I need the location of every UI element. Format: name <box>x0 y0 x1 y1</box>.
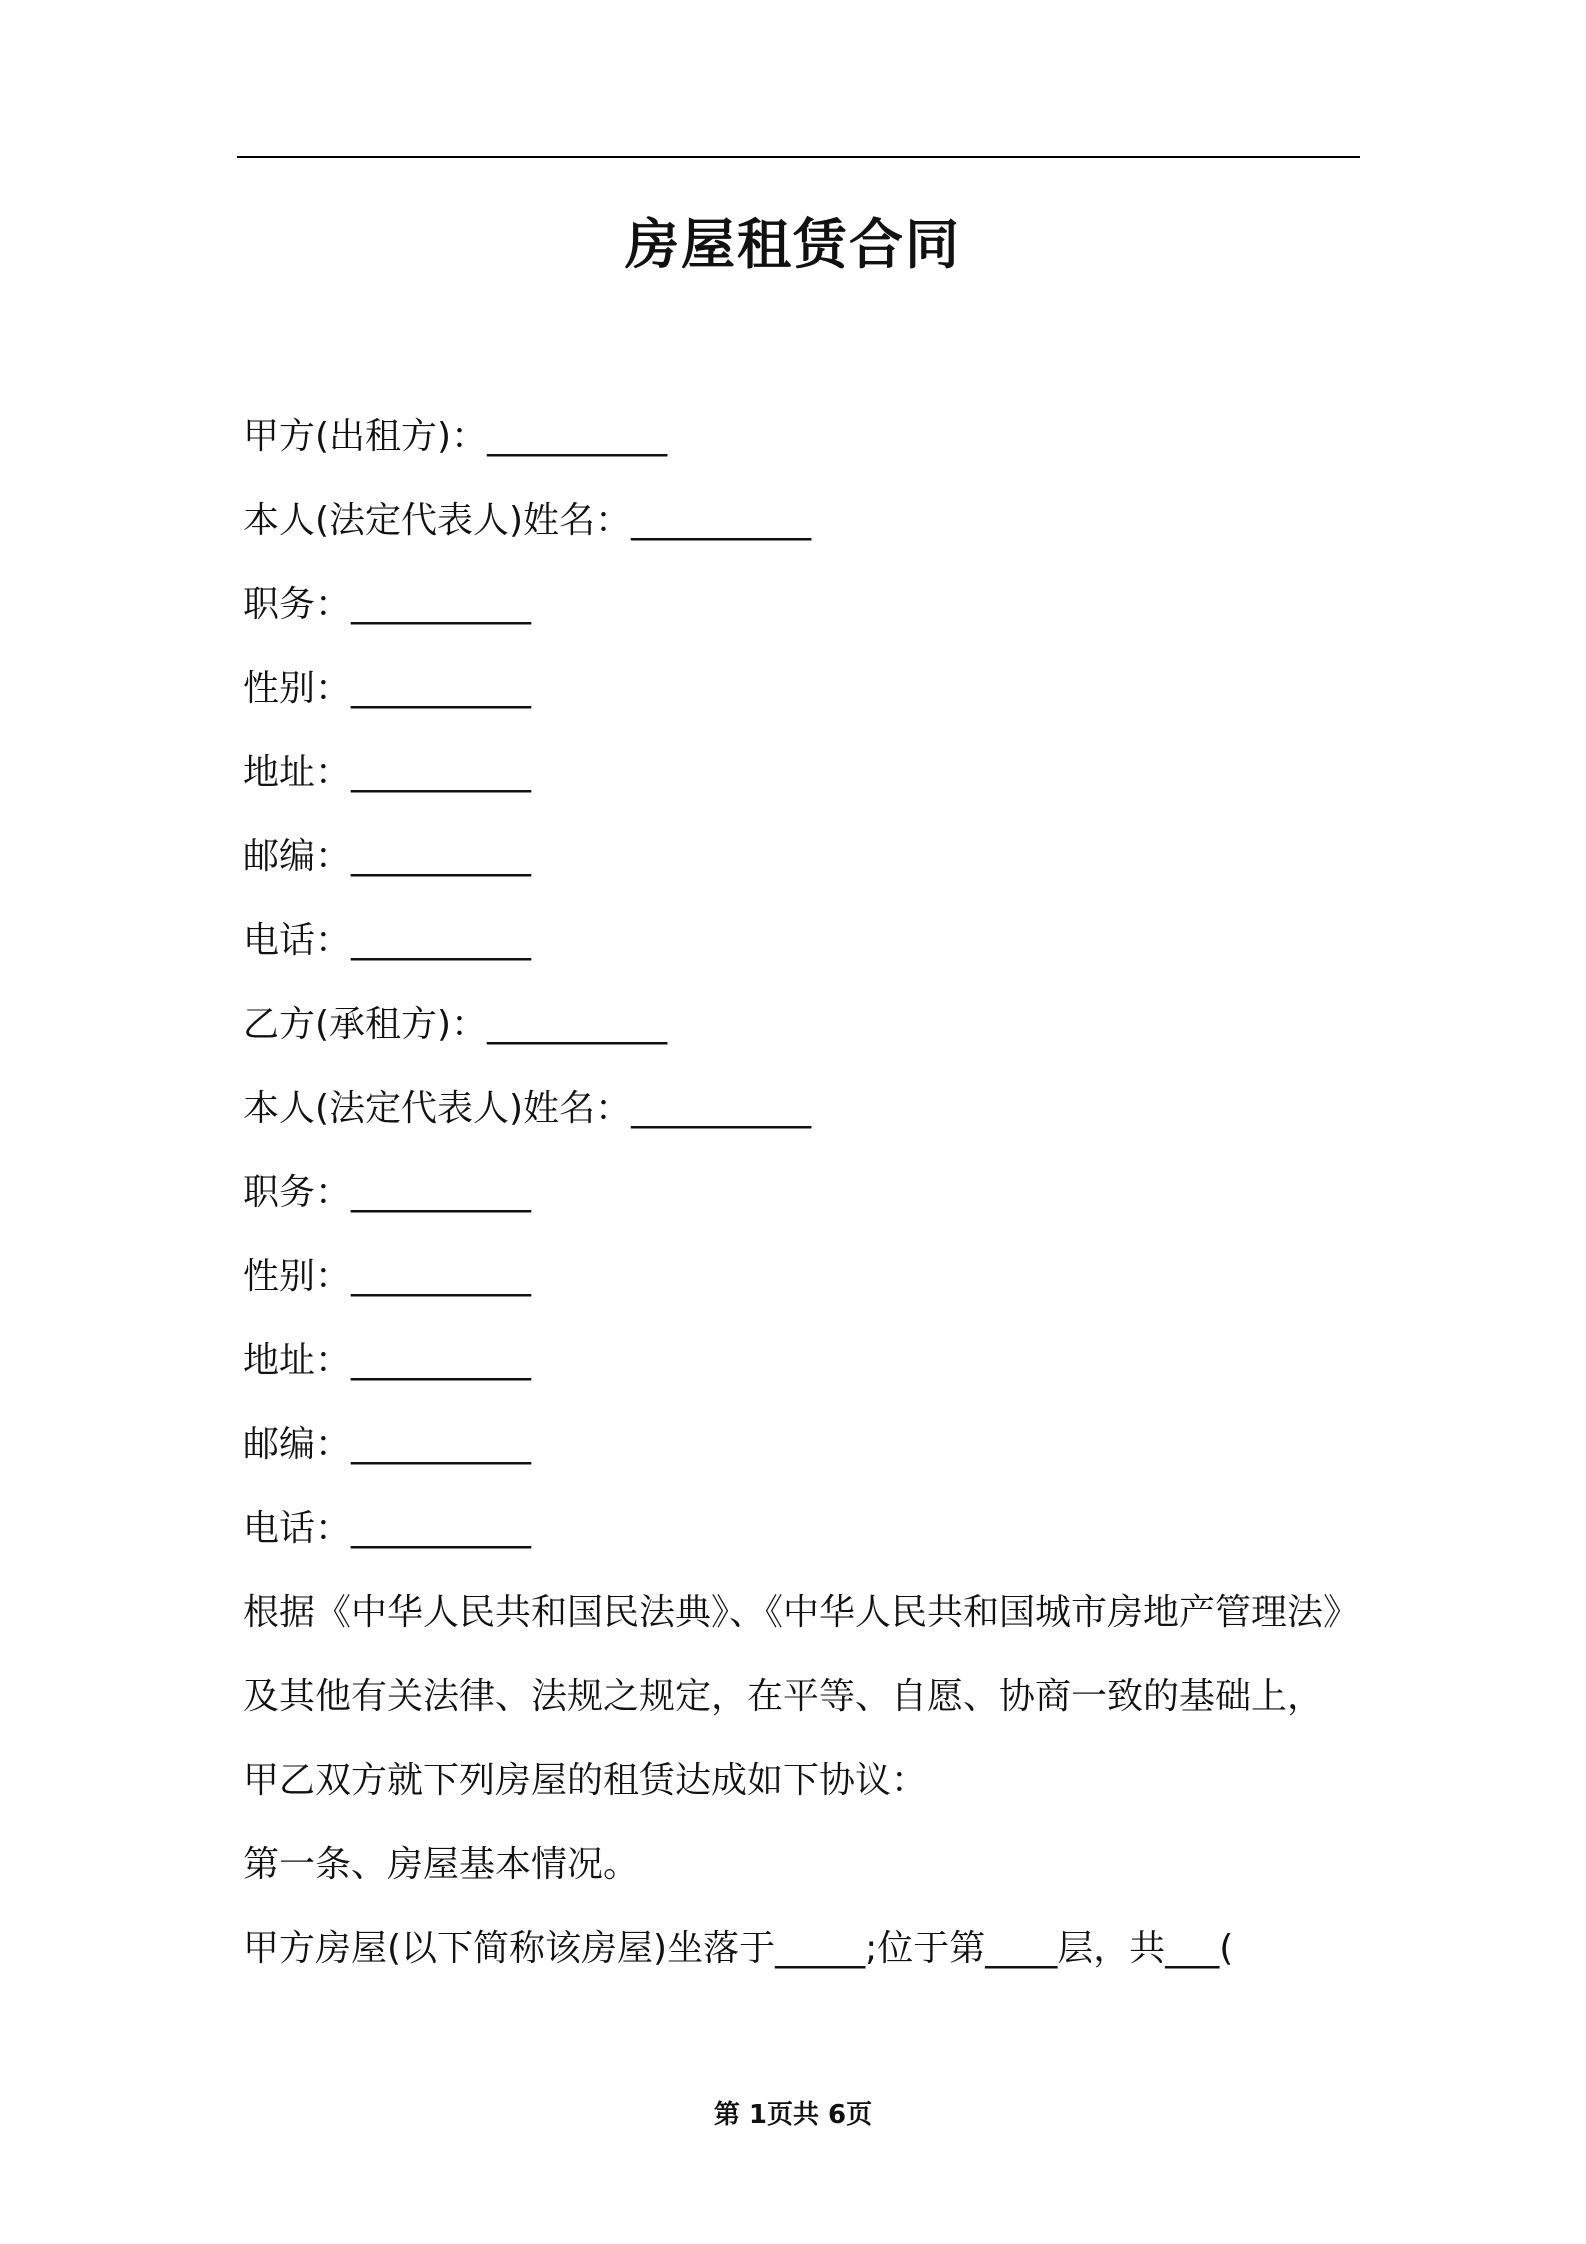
lessee-representative-line: 本人(法定代表人)姓名：__________ <box>243 1088 812 1129</box>
preamble-line-3: 甲乙双方就下列房屋的租赁达成如下协议： <box>243 1760 928 1801</box>
lessee-position-line: 职务：__________ <box>243 1172 532 1213</box>
article-1-text: 甲方房屋(以下简称该房屋)坐落于_____;位于第____层，共___( <box>243 1928 1234 1969</box>
preamble-line-1: 根据《中华人民共和国民法典》、《中华人民共和国城市房地产管理法》 <box>243 1592 1360 1633</box>
lessee-address-line: 地址：__________ <box>243 1340 532 1381</box>
lessor-postcode-line: 邮编：__________ <box>243 836 532 877</box>
article-1-heading: 第一条、房屋基本情况。 <box>243 1844 640 1885</box>
lessor-address-line: 地址：__________ <box>243 752 532 793</box>
lessee-postcode-line: 邮编：__________ <box>243 1424 532 1465</box>
lessee-line: 乙方(承租方)：__________ <box>243 1004 668 1045</box>
document-title: 房屋租赁合同 <box>625 213 961 276</box>
page-footer: 第 1页共 6页 <box>713 2100 873 2130</box>
lessor-gender-line: 性别：__________ <box>243 668 532 709</box>
lessee-phone-line: 电话：__________ <box>243 1508 532 1549</box>
preamble-line-2: 及其他有关法律、法规之规定，在平等、自愿、协商一致的基础上， <box>243 1676 1324 1717</box>
lessor-position-line: 职务：__________ <box>243 584 532 625</box>
header-rule <box>237 156 1360 158</box>
lessor-representative-line: 本人(法定代表人)姓名：__________ <box>243 500 812 541</box>
lessee-gender-line: 性别：__________ <box>243 1256 532 1297</box>
lessor-phone-line: 电话：__________ <box>243 920 532 961</box>
lessor-line: 甲方(出租方)：__________ <box>243 416 668 457</box>
